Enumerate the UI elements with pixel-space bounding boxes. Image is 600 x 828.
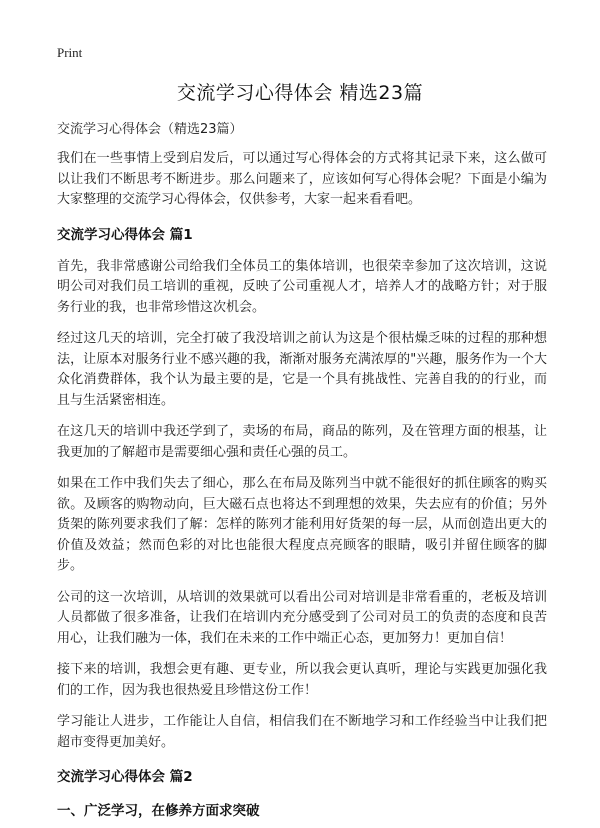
section-1-paragraph-5: 公司的这一次培训，从培训的效果就可以看出公司对培训是非常看重的，老板及培训人员都做了很多准备，让我们在培训内充分感受到了公司对员工的负责的态度和良苦用心，让我们融为一体，我们在未来的工作中端正心态，更加努力！更加自信！ xyxy=(57,589,547,646)
section-1-paragraph-4: 如果在工作中我们失去了细心，那么在布局及陈列当中就不能很好的抓住顾客的购买欲。及顾客的购物动向，巨大磁石点也将达不到理想的效果，失去应有的价值；另外货架的陈列要求我们了解：怎样的陈列才能利用好货架的每一层，从而创造出更大的价值及效益；然而色彩的对比也能很大程度点亮顾客的眼睛，吸引并留住顾客的脚步。 xyxy=(57,476,547,573)
section-1-paragraph-1: 首先，我非常感谢公司给我们全体员工的集体培训，也很荣幸参加了这次培训，这说明公司对我们员工培训的重视，反映了公司重视人才，培养人才的战略方针；对于服务行业的我，也非常珍惜这次机会。 xyxy=(57,258,547,315)
section-2-subheading: 一、广泛学习，在修养方面求突破 xyxy=(57,803,260,819)
section-1-paragraph-2: 经过这几天的培训，完全打破了我没培训之前认为这是个很枯燥乏味的过程的那种想法，让原本对服务行业不感兴趣的我，渐渐对服务充满浓厚的"兴趣，服务作为一个大众化消费群体，我个认为最主要的是，它是一个具有挑战性、完善自我的的行业，而且与生活紧密相连。 xyxy=(57,331,547,408)
section-heading-2: 交流学习心得体会 篇2 xyxy=(57,769,193,785)
intro-paragraph: 我们在一些事情上受到启发后，可以通过写心得体会的方式将其记录下来，这么做可以让我们不断思考不断进步。那么问题来了，应该如何写心得体会呢？下面是小编为大家整理的交流学习心得体会，仅供参考，大家一起来看看吧。 xyxy=(57,151,547,207)
article-subtitle: 交流学习心得体会（精选23篇） xyxy=(57,122,243,137)
section-heading-1: 交流学习心得体会 篇1 xyxy=(57,226,193,243)
page-title: 交流学习心得体会 精选23篇 xyxy=(176,82,424,104)
section-1-paragraph-6: 接下来的培训，我想会更有趣、更专业，所以我会更认真听，理论与实践更加强化我们的工作，因为我也很热爱且珍惜这份工作！ xyxy=(57,662,547,698)
article-body xyxy=(57,120,547,821)
print-link[interactable]: Print xyxy=(57,45,83,60)
section-1-paragraph-3: 在这几天的培训中我还学到了，卖场的布局，商品的陈列，及在管理方面的根基，让我更加的了解超市是需要细心强和责任心强的员工。 xyxy=(57,424,547,460)
section-1-paragraph-7: 学习能让人进步，工作能让人自信，相信我们在不断地学习和工作经验当中让我们把超市变得更加美好。 xyxy=(57,714,547,750)
